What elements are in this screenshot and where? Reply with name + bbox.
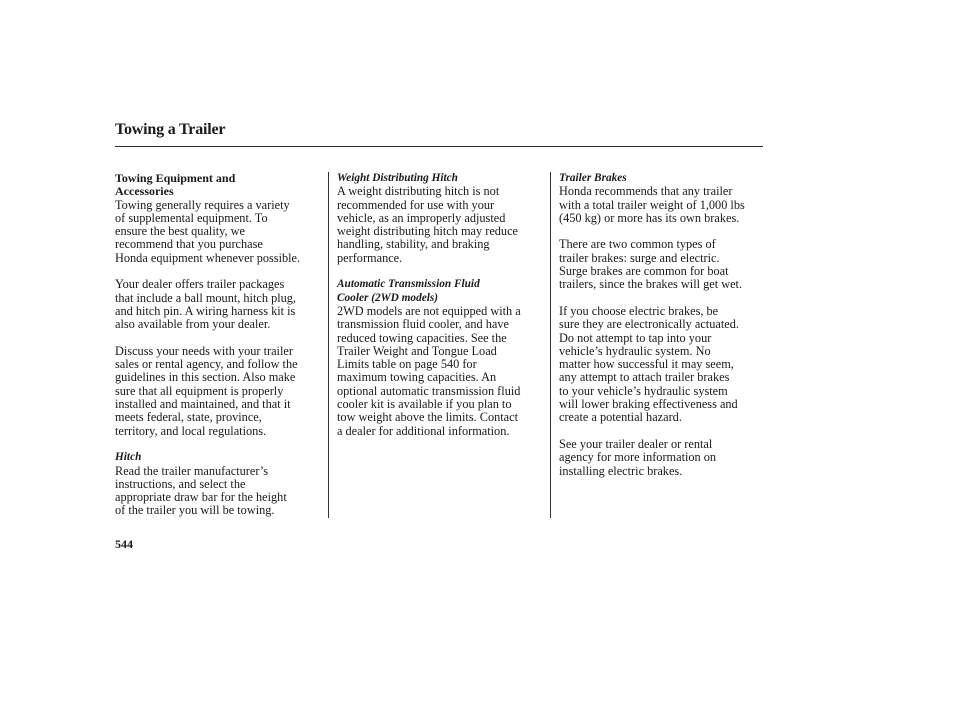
- paragraph-weight-distributing-hitch: A weight distributing hitch is not recommended for use with your vehicle, as an improperly adjusted weight distributing hitch may reduce handling, stability, and braking performance.: [337, 184, 518, 265]
- paragraph-dealer-packages: Your dealer offers trailer packages that include a ball mount, hitch plug, and hitch pin. A wiring harness kit is also available from your dealer.: [115, 277, 297, 332]
- section-heading-weight-distributing-hitch: Weight Distributing Hitch: [337, 172, 458, 184]
- column-1: [115, 172, 325, 518]
- column-2: [337, 172, 547, 438]
- section-heading-towing-equipment: Towing Equipment and Accessories: [115, 171, 236, 199]
- paragraph-discuss-needs: Discuss your needs with your trailer sales or rental agency, and follow the guidelines in this section. Also make sure that all equipment is properly installed and maintained, and that it meets federal, state, province, territory, and local regulations.: [115, 343, 298, 438]
- column-3: [559, 172, 769, 478]
- column-divider-1: [328, 172, 329, 518]
- paragraph-hitch: Read the trailer manufacturer’s instructions, and select the appropriate draw bar for the height of the trailer you will be towing.: [115, 463, 287, 518]
- paragraph-supplemental-equipment: Towing generally requires a variety of supplemental equipment. To ensure the best quality, we recommend that you purchase Honda equipment whenever possible.: [115, 197, 301, 265]
- page-number: 544: [115, 537, 133, 551]
- section-heading-hitch: Hitch: [115, 451, 142, 464]
- section-heading-fluid-cooler: Automatic Transmission Fluid Cooler (2WD models): [337, 278, 480, 304]
- paragraph-brake-recommendation: Honda recommends that any trailer with a total trailer weight of 1,000 lbs (450 kg) or more has its own brakes.: [559, 184, 745, 225]
- paragraph-brake-types: There are two common types of trailer brakes: surge and electric. Surge brakes are common for boat trailers, since the brakes will get wet.: [559, 237, 743, 292]
- column-divider-2: [550, 172, 551, 518]
- page-title: Towing a Trailer: [115, 121, 226, 138]
- paragraph-see-dealer: See your trailer dealer or rental agency for more information on installing electric brakes.: [559, 436, 717, 478]
- title-divider: [115, 146, 763, 147]
- paragraph-electric-brakes: If you choose electric brakes, be sure they are electronically actuated. Do not attempt to tap into your vehicle’s hydraulic system. No matter how successful it may seem, any attempt to attach trailer brakes to your vehicle’s hydraulic system will lower braking effectiveness and create a potential hazard.: [559, 303, 739, 425]
- paragraph-fluid-cooler: 2WD models are not equipped with a transmission fluid cooler, and have reduced towing capacities. See the Trailer Weight and Tongue Load Limits table on page 540 for maximum towing capacities. An optional automatic transmission fluid cooler kit is available if you plan to tow weight above the limits. Contact a dealer for additional information.: [337, 303, 521, 438]
- section-heading-trailer-brakes: Trailer Brakes: [559, 172, 627, 184]
